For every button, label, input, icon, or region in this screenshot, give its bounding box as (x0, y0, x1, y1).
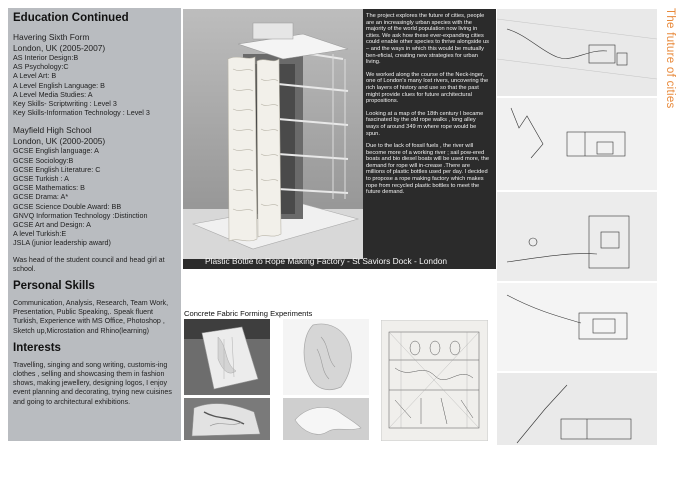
grade-line: A Level Media Studies: A (13, 89, 93, 99)
site-plan-drawing-3 (497, 192, 657, 281)
site-plan-drawing-5 (497, 373, 657, 445)
experiment-photo-1 (184, 319, 270, 395)
school2-name: Mayfield High School (13, 125, 92, 136)
experiments-heading: Concrete Fabric Forming Experiments (184, 309, 313, 318)
school2-location: London, UK (2000-2005) (13, 135, 106, 146)
project-paragraph: We worked along the course of the Neck-inger, one of London's many lost rivers, uncovering the rich layers of history and use so that the past might provide clues for future architectural propositions. (366, 71, 489, 105)
grade-line: GCSE Science Double Award: BB (13, 201, 122, 211)
experiment-photo-2 (283, 319, 369, 395)
project-paragraph: Looking at a map of the 18th century I became fascinated by the old rope walks , long alley ways of around 349 m where rope would be spun. (366, 110, 484, 137)
grade-line: JSLA (junior leadership award) (13, 238, 111, 248)
education-heading: Education Continued (13, 12, 129, 24)
skills-heading: Personal Skills (13, 280, 95, 293)
grade-line: GCSE Drama: A* (13, 192, 69, 202)
school1-name: Havering Sixth Form (13, 32, 90, 42)
site-plan-drawing-2 (497, 98, 657, 190)
grade-line: GCSE English language: A (13, 146, 99, 156)
grade-line: A Level Art: B (13, 71, 57, 81)
grade-line: GCSE Art and Design: A (13, 220, 91, 230)
grade-line: GCSE Sociology:B (13, 155, 74, 165)
side-title: The future of cities (664, 8, 676, 109)
project-paragraph: Due to the lack of fossil fuels , the river will become more of a working river ; sail pow-ered boats and bio diesel boats will be used more, the demand for rope will in-crease .There are millions of plastic bottles used per day. I decided to propose a rope making factory which makes rope from recycled plastic bottles to meet the future demand. (366, 143, 489, 196)
grade-line: AS Interior Design:B (13, 53, 79, 62)
factory-model-photo (183, 9, 363, 259)
grade-line: GCSE Turkish : A (13, 174, 69, 184)
grade-line: Key Skills-Information Technology : Level 3 (13, 108, 150, 118)
factory-section-drawing (381, 320, 488, 441)
project-caption: Plastic Bottle to Rope Making Factory - St Saviors Dock - London (205, 256, 448, 266)
site-plan-drawing-1 (497, 9, 657, 96)
project-description (366, 13, 490, 202)
school-note: Was head of the student council and head girl at school. (13, 255, 165, 273)
grade-line: GCSE Mathematics: B (13, 183, 85, 193)
site-plan-drawing-4 (497, 283, 657, 371)
interests-heading: Interests (13, 341, 61, 354)
experiment-photo-3 (184, 398, 270, 440)
plan-drawings-column (497, 9, 657, 445)
grade-line: A level Turkish:E (13, 229, 67, 239)
project-paragraph: The project explores the future of cities, people are an increasingly urban species with the majority of the world population now living in cities. We ask how these ever-expanding cities could enable other species to thrive alongside us – and the ways in which this would be mutually ben-eficial, creating new strategies for urban living. (366, 13, 489, 66)
skills-text: Communication, Analysis, Research, Team Work, Presentation, Public Speaking,. Speak fluent Turkish, Experience with MS Office, Photoshop , Sketch up,Microstation and Rhino(learning) (13, 299, 169, 335)
cv-left-panel (8, 8, 181, 441)
grade-line: GNVQ Information Technology :Distinction (13, 210, 148, 220)
school1-location: London, UK (2005-2007) (13, 42, 106, 53)
project-hero (183, 9, 496, 269)
interests-text: Travelling, singing and song writing, customis-ing clothes , selling and showcasing them in fashion shows, making jewellery, designing logos, I enjoy event planning and decorating, trying new cuisines and going to architectural exhibitions. (13, 360, 172, 406)
grade-line: AS Psychology:C (13, 62, 69, 72)
grade-line: A Level English Language: B (13, 80, 105, 90)
grade-line: Key Skills- Scriptwriting : Level 3 (13, 99, 117, 109)
grade-line: GCSE English Literature: C (13, 164, 101, 174)
experiment-photo-4 (283, 398, 369, 440)
